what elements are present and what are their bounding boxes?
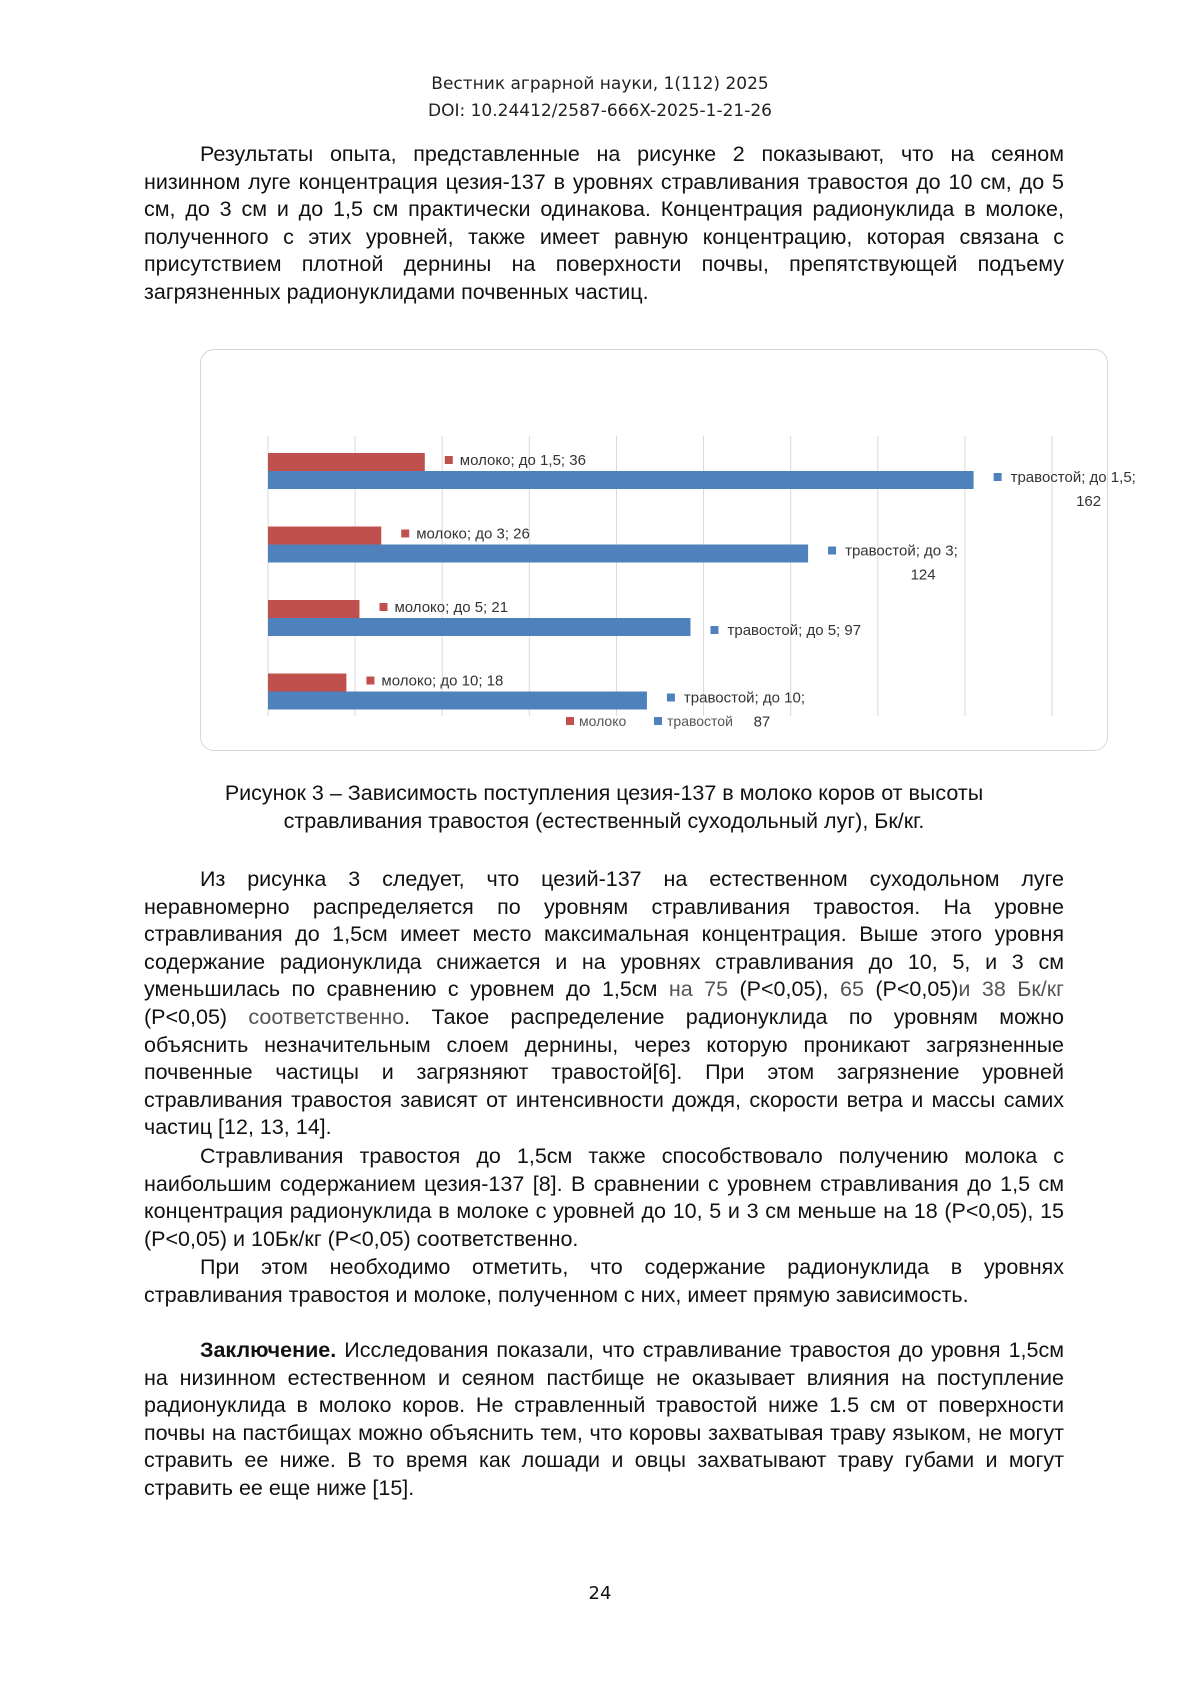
grass-label-marker (828, 547, 836, 555)
milk-label-marker (366, 677, 374, 685)
grass-data-label: травостой; до 10; (683, 689, 806, 707)
bar-grass (268, 471, 974, 489)
text-run: 65 (839, 977, 864, 1002)
grass-label-marker (667, 694, 675, 702)
bar-grass (268, 618, 690, 636)
bar-grass (268, 545, 808, 563)
legend-label-milk: молоко (579, 713, 627, 729)
text-run: Из рисунка 3 следует, что цезий-137 на естественном суходольном луге неравномерно распределяется по уровням стравливания травостоя. На уровне стравливания до 1,5см имеет место максимальная концентрация. Выше этого уровня содержание радионуклида снижается и на уровнях стравливания до 10, 5, и 3 см уменьшилась по сравнению с уровнем до 1,5см (144, 867, 1064, 1002)
milk-data-label: молоко; до 1,5; 36 (459, 452, 586, 469)
paragraph-dependency: При этом необходимо отметить, что содержание радионуклида в уровнях стравливания травостоя и молоке, полученном с них, имеет прямую зависимость. (144, 1255, 1064, 1307)
conclusion-heading: Заключение. (200, 1338, 337, 1362)
milk-data-label: молоко; до 3; 26 (416, 525, 530, 543)
journal-title: Вестник аграрной науки, 1(112) 2025 (431, 74, 769, 94)
grass-data-label-value: 162 (1076, 493, 1102, 510)
text-run: (Р<0,05) (144, 1004, 249, 1029)
paragraph-figure-analysis (144, 866, 1064, 1142)
bar-milk (268, 600, 359, 618)
legend-label-grass: травостой (667, 713, 733, 729)
milk-label-marker (401, 530, 409, 538)
milk-data-label: молоко; до 10; 18 (381, 672, 504, 690)
grass-data-label-value: 124 (910, 566, 936, 584)
paragraph-milk: Стравливания травостоя до 1,5см также способствовало получению молока с наибольшим содержанием цезия-137 [8]. В сравнении с уровнем стравливания до 1,5 см концентрация радионуклида в молоке с уровней до 10, 5 и 3 см меньше на 18 (Р<0,05), 15 (Р<0,05) и 10Бк/кг (Р<0,05) соответственно. (144, 1144, 1064, 1251)
grass-data-label: травостой; до 3; (845, 542, 958, 560)
legend-marker-grass (654, 717, 662, 725)
text-run: (Р<0,05) (863, 977, 959, 1002)
text-run: соответственно (248, 1004, 405, 1029)
text-run: (Р<0,05), (728, 977, 840, 1002)
doi: DOI: 10.24412/2587-666X-2025-1-21-26 (428, 101, 772, 121)
figure-caption-line2: стравливания травостоя (естественный суходольный луг), Бк/кг. (283, 809, 925, 833)
text-run: . Такое распределение радионуклида по уровням можно объяснить незначительным слоем дернины, через которую проникают загрязненные почвенные частицы и загрязняют травостой[6]. При этом загрязнение уровней стравливания травостоя зависят от интенсивности дождя, скорости ветра и массы самих частиц [12, 13, 14]. (144, 1004, 1064, 1140)
bar-milk (268, 527, 381, 545)
bar-milk (268, 453, 425, 471)
bar-milk (268, 674, 346, 692)
grass-label-marker (710, 626, 718, 634)
conclusion-text: Исследования показали, что стравливание травостоя до уровня 1,5см на низинном естественном и сеяном пастбище не оказывает влияния на поступление радионуклида в молоко коров. Не стравленный травостой ниже 1.5 см от поверхности почвы на пастбищах можно объяснить тем, что коровы захватывая траву языком, не могут стравить ее ниже. В то время как лошади и овцы захватывают траву губами и могут стравить ее еще ниже [15]. (144, 1338, 1064, 1500)
milk-label-marker (445, 456, 453, 464)
bar-chart (201, 350, 1136, 752)
page-number: 24 (588, 1583, 612, 1604)
grass-data-label: травостой; до 1,5; (1010, 469, 1136, 486)
text-run: на 75 (668, 977, 729, 1002)
grass-data-label: травостой; до 5; 97 (727, 622, 862, 639)
paragraph-conclusion (144, 1337, 1064, 1503)
milk-label-marker (379, 603, 387, 611)
milk-data-label: молоко; до 5; 21 (394, 599, 509, 616)
paragraph-results: Результаты опыта, представленные на рисунке 2 показывают, что на сеяном низинном луге концентрация цезия-137 в уровнях стравливания травостоя до 10 см, до 5 см, до 3 см и до 1,5 см практически одинакова. Концентрация радионуклида в молоке, полученного с этих уровней, также имеет равную концентрацию, которая связана с присутствием плотной дернины на поверхности почвы, препятствующей подъему загрязненных радионуклидами почвенных частиц. (144, 142, 1064, 304)
grass-label-marker (994, 473, 1002, 481)
figure-caption-line1: Рисунок 3 – Зависимость поступления цезия-137 в молоко коров от высоты (224, 781, 984, 805)
bar-grass (268, 692, 647, 710)
text-run: и 38 Бк/кг (958, 977, 1064, 1002)
legend-marker-milk (566, 717, 574, 725)
figure-3-chart (200, 349, 1136, 751)
grass-data-label-value: 87 (753, 713, 771, 731)
